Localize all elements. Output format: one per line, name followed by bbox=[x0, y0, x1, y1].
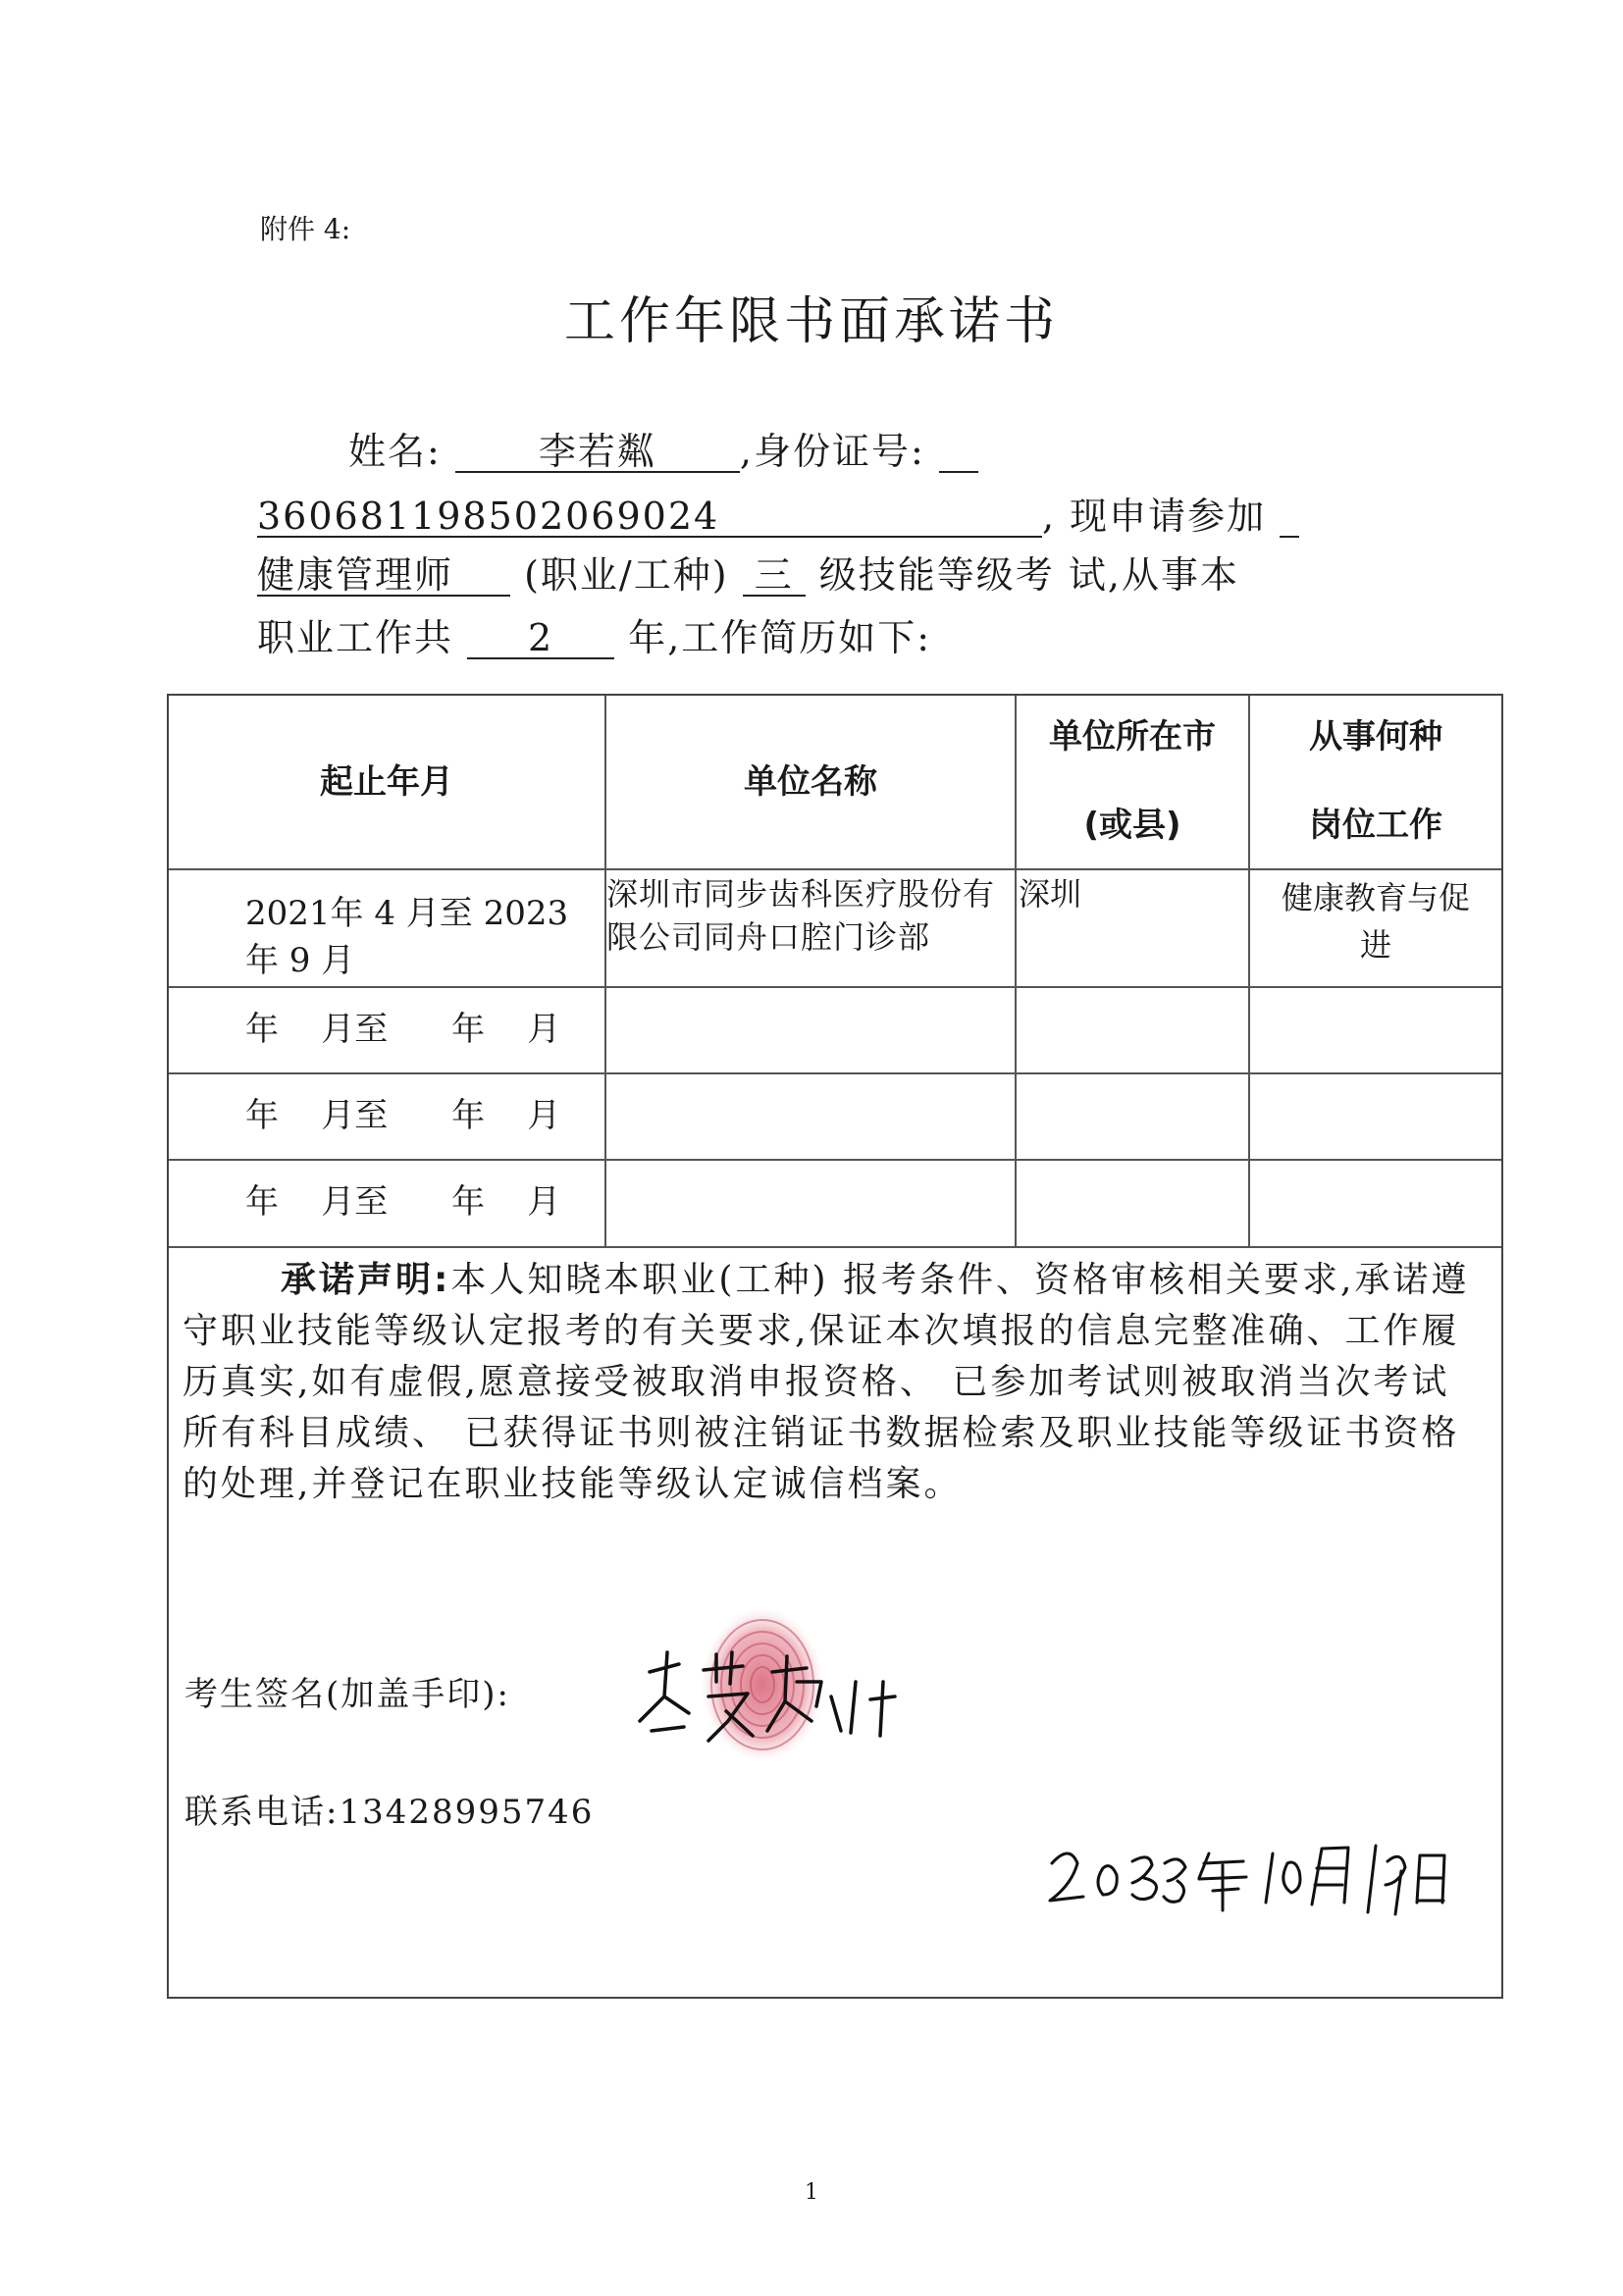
handwritten-date bbox=[1042, 1824, 1454, 1932]
id-blank bbox=[939, 432, 978, 473]
row1-company-line1: 深圳市同步齿科医疗股份有 bbox=[606, 875, 996, 913]
handwritten-signature bbox=[610, 1643, 1003, 1760]
declaration-label: 承诺声明: bbox=[281, 1260, 451, 1300]
years-prefix: 职业工作共 bbox=[257, 616, 454, 659]
header-job-line2: 岗位工作 bbox=[1309, 806, 1442, 845]
row1-period-line1: 2021年 4 月至 2023 bbox=[245, 894, 569, 933]
attachment-label: 附件 4: bbox=[260, 213, 351, 245]
phone-line bbox=[184, 1785, 594, 1833]
occupation-line bbox=[257, 555, 1239, 597]
row4-period: 年 月至 年 月 bbox=[245, 1182, 561, 1222]
years-suffix: 年,工作简历如下: bbox=[628, 616, 932, 659]
name-line bbox=[348, 432, 978, 473]
row1-job-line1: 健康教育与促 bbox=[1281, 879, 1470, 916]
years-value: 2 bbox=[467, 618, 614, 659]
phone-value: 13428995746 bbox=[339, 1793, 595, 1832]
row1-city: 深圳 bbox=[1019, 875, 1082, 913]
level-value: 三 bbox=[743, 555, 806, 597]
apply-text: , 现申请参加 bbox=[1042, 495, 1267, 538]
id-line bbox=[257, 496, 1299, 538]
name-value: 李若粼 bbox=[455, 432, 740, 473]
id-label: ,身份证号: bbox=[739, 430, 925, 473]
header-city-line2: (或县) bbox=[1083, 806, 1181, 845]
declaration-text: 本人知晓本职业(工种) 报考条件、资格审核相关要求,承诺遵守职业技能等级认定报考的有关要求,保证本次填报的信息完整准确、工作履历真实,如有虚假,愿意接受被取消申报资格、 已参加考试则被取消当次考试所有科目成绩、 已获得证书则被注销证书数据检索及职业技能等级证书资格的处理,并登记在职业技能等级认定诚信档案。 bbox=[183, 1260, 1470, 1504]
row2-period: 年 月至 年 月 bbox=[245, 1010, 561, 1049]
header-company: 单位名称 bbox=[744, 762, 877, 802]
work-history-table bbox=[167, 694, 1503, 1999]
header-city-line1: 单位所在市 bbox=[1049, 717, 1216, 757]
header-period: 起止年月 bbox=[320, 762, 453, 802]
row3-period: 年 月至 年 月 bbox=[245, 1096, 561, 1135]
occupation-value: 健康管理师 bbox=[257, 555, 510, 597]
row1-job-line2: 进 bbox=[1359, 926, 1391, 964]
years-line bbox=[257, 618, 931, 659]
apply-blank bbox=[1280, 496, 1299, 538]
page-number: 1 bbox=[805, 2180, 818, 2205]
document-title: 工作年限书面承诺书 bbox=[563, 292, 1059, 351]
row1-period-line2: 年 9 月 bbox=[245, 941, 355, 980]
row1-company-line2: 限公司同舟口腔门诊部 bbox=[606, 918, 931, 956]
name-label: 姓名: bbox=[348, 430, 442, 473]
header-job-line1: 从事何种 bbox=[1309, 717, 1442, 757]
id-value: 360681198502069024 bbox=[257, 496, 1042, 538]
level-text: 级技能等级考 试,从事本 bbox=[818, 553, 1239, 597]
signature-label: 考生签名(加盖手印): bbox=[184, 1675, 510, 1714]
declaration bbox=[183, 1255, 1488, 1510]
occupation-label: (职业/工种) bbox=[524, 553, 729, 597]
phone-label: 联系电话: bbox=[184, 1793, 340, 1832]
